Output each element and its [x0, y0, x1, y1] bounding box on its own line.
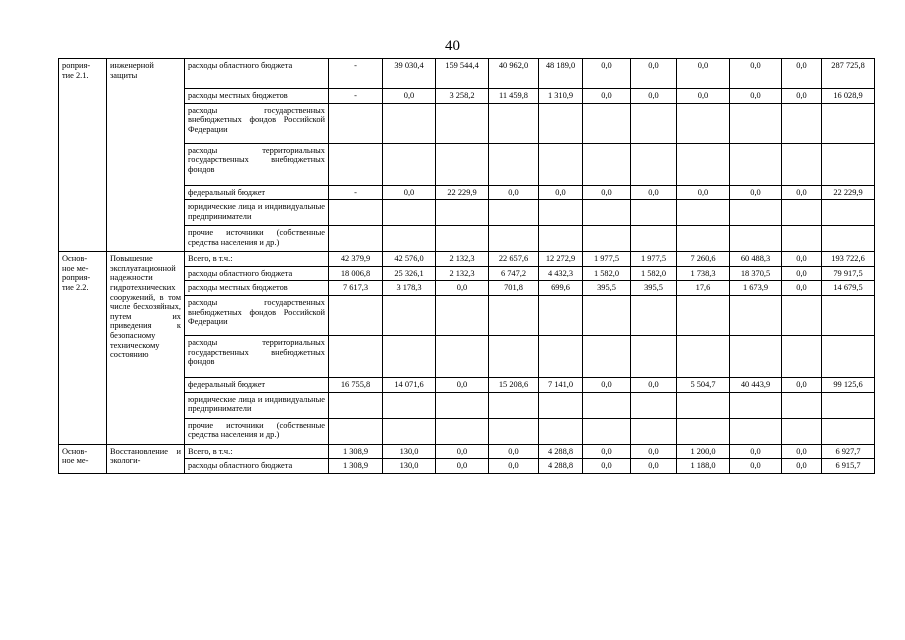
- value-cell: [677, 226, 730, 252]
- value-cell: [822, 295, 875, 335]
- value-cell: 0,0: [730, 185, 782, 200]
- page-number: 40: [445, 38, 460, 54]
- value-cell: [631, 392, 677, 418]
- value-cell: 0,0: [782, 185, 822, 200]
- funding-source-cell: прочие источники (собственные средства населения и др.): [185, 418, 329, 444]
- value-cell: 7 141,0: [539, 377, 583, 392]
- value-cell: 0,0: [631, 185, 677, 200]
- funding-source-cell: федеральный бюджет: [185, 377, 329, 392]
- value-cell: 18 370,5: [730, 266, 782, 281]
- value-cell: 60 488,3: [730, 252, 782, 267]
- value-cell: [677, 103, 730, 143]
- value-cell: [822, 226, 875, 252]
- value-cell: [782, 335, 822, 377]
- table-row: [59, 444, 875, 459]
- value-cell: [583, 335, 631, 377]
- value-cell: [677, 295, 730, 335]
- funding-source-cell: расходы территориальных государственных внебюджетных фондов: [185, 335, 329, 377]
- value-cell: -: [329, 59, 383, 89]
- measure-code-cell: Основ- ное ме- роприя- тие 2.2.: [59, 252, 107, 444]
- value-cell: 701,8: [489, 281, 539, 296]
- value-cell: 1 308,9: [329, 444, 383, 459]
- funding-source-cell: расходы областного бюджета: [185, 459, 329, 474]
- value-cell: [782, 418, 822, 444]
- funding-source-cell: расходы территориальных государственных внебюджетных фондов: [185, 143, 329, 185]
- value-cell: [631, 200, 677, 226]
- value-cell: 22 657,6: [489, 252, 539, 267]
- value-cell: [782, 392, 822, 418]
- value-cell: 0,0: [730, 444, 782, 459]
- value-cell: 12 272,9: [539, 252, 583, 267]
- value-cell: 159 544,4: [436, 59, 489, 89]
- value-cell: [782, 103, 822, 143]
- value-cell: 3 178,3: [383, 281, 436, 296]
- value-cell: [583, 143, 631, 185]
- value-cell: [383, 200, 436, 226]
- value-cell: [539, 295, 583, 335]
- funding-source-cell: Всего, в т.ч.:: [185, 252, 329, 267]
- value-cell: 0,0: [436, 444, 489, 459]
- value-cell: 0,0: [539, 185, 583, 200]
- value-cell: 130,0: [383, 459, 436, 474]
- value-cell: 42 576,0: [383, 252, 436, 267]
- measure-code-cell: роприя- тие 2.1.: [59, 59, 107, 252]
- value-cell: [489, 295, 539, 335]
- value-cell: 1 188,0: [677, 459, 730, 474]
- value-cell: [539, 418, 583, 444]
- value-cell: [539, 226, 583, 252]
- value-cell: 22 229,9: [436, 185, 489, 200]
- value-cell: 2 132,3: [436, 252, 489, 267]
- value-cell: 0,0: [730, 59, 782, 89]
- value-cell: [583, 103, 631, 143]
- value-cell: 18 006,8: [329, 266, 383, 281]
- value-cell: [436, 392, 489, 418]
- table-row: [59, 59, 875, 89]
- value-cell: [329, 103, 383, 143]
- value-cell: 0,0: [677, 185, 730, 200]
- value-cell: 1 310,9: [539, 89, 583, 104]
- value-cell: 79 917,5: [822, 266, 875, 281]
- value-cell: 1 673,9: [730, 281, 782, 296]
- funding-source-cell: расходы местных бюджетов: [185, 89, 329, 104]
- value-cell: [539, 143, 583, 185]
- funding-source-cell: юридические лица и индивидуальные предприниматели: [185, 200, 329, 226]
- value-cell: [436, 295, 489, 335]
- value-cell: 6 927,7: [822, 444, 875, 459]
- value-cell: [730, 335, 782, 377]
- value-cell: [730, 226, 782, 252]
- value-cell: [782, 200, 822, 226]
- value-cell: 39 030,4: [383, 59, 436, 89]
- value-cell: [583, 295, 631, 335]
- value-cell: 0,0: [631, 377, 677, 392]
- value-cell: [436, 200, 489, 226]
- value-cell: -: [329, 185, 383, 200]
- value-cell: 395,5: [631, 281, 677, 296]
- value-cell: [436, 335, 489, 377]
- value-cell: [383, 418, 436, 444]
- value-cell: 0,0: [782, 281, 822, 296]
- value-cell: [782, 295, 822, 335]
- value-cell: [329, 200, 383, 226]
- value-cell: [730, 295, 782, 335]
- value-cell: [677, 143, 730, 185]
- value-cell: 7 260,6: [677, 252, 730, 267]
- value-cell: 0,0: [489, 444, 539, 459]
- value-cell: [329, 392, 383, 418]
- funding-source-cell: расходы областного бюджета: [185, 59, 329, 89]
- value-cell: [822, 392, 875, 418]
- value-cell: 16 028,9: [822, 89, 875, 104]
- value-cell: 4 288,8: [539, 444, 583, 459]
- value-cell: [329, 335, 383, 377]
- funding-source-cell: расходы государственных внебюджетных фондов Российской Федерации: [185, 103, 329, 143]
- value-cell: 17,6: [677, 281, 730, 296]
- measure-code-cell: Основ- ное ме-: [59, 444, 107, 473]
- value-cell: 2 132,3: [436, 266, 489, 281]
- measure-name-cell: Восстановление и экологи-: [107, 444, 185, 473]
- value-cell: [489, 103, 539, 143]
- value-cell: 48 189,0: [539, 59, 583, 89]
- value-cell: 0,0: [436, 281, 489, 296]
- value-cell: [822, 200, 875, 226]
- value-cell: 0,0: [782, 89, 822, 104]
- value-cell: [329, 143, 383, 185]
- value-cell: [539, 200, 583, 226]
- value-cell: [329, 295, 383, 335]
- value-cell: [730, 103, 782, 143]
- value-cell: [730, 418, 782, 444]
- value-cell: 1 200,0: [677, 444, 730, 459]
- value-cell: [383, 335, 436, 377]
- value-cell: -: [329, 89, 383, 104]
- value-cell: [539, 392, 583, 418]
- value-cell: [782, 226, 822, 252]
- value-cell: 0,0: [782, 252, 822, 267]
- funding-source-cell: Всего, в т.ч.:: [185, 444, 329, 459]
- value-cell: 395,5: [583, 281, 631, 296]
- value-cell: [383, 295, 436, 335]
- funding-source-cell: юридические лица и индивидуальные предприниматели: [185, 392, 329, 418]
- value-cell: 0,0: [782, 59, 822, 89]
- value-cell: 0,0: [631, 444, 677, 459]
- funding-source-cell: расходы государственных внебюджетных фондов Российской Федерации: [185, 295, 329, 335]
- value-cell: 4 288,8: [539, 459, 583, 474]
- value-cell: [822, 103, 875, 143]
- value-cell: 1 977,5: [583, 252, 631, 267]
- value-cell: [822, 335, 875, 377]
- value-cell: 5 504,7: [677, 377, 730, 392]
- value-cell: [436, 103, 489, 143]
- value-cell: 25 326,1: [383, 266, 436, 281]
- value-cell: [383, 392, 436, 418]
- value-cell: [822, 418, 875, 444]
- value-cell: 15 208,6: [489, 377, 539, 392]
- value-cell: 130,0: [383, 444, 436, 459]
- funding-source-cell: расходы местных бюджетов: [185, 281, 329, 296]
- value-cell: [489, 392, 539, 418]
- funding-source-cell: федеральный бюджет: [185, 185, 329, 200]
- value-cell: [489, 335, 539, 377]
- value-cell: 1 738,3: [677, 266, 730, 281]
- value-cell: 287 725,8: [822, 59, 875, 89]
- measure-name-cell: инженерной защиты: [107, 59, 185, 252]
- value-cell: 0,0: [489, 185, 539, 200]
- value-cell: 0,0: [583, 444, 631, 459]
- value-cell: 99 125,6: [822, 377, 875, 392]
- value-cell: [489, 143, 539, 185]
- value-cell: 0,0: [436, 377, 489, 392]
- value-cell: 1 582,0: [583, 266, 631, 281]
- value-cell: 0,0: [631, 59, 677, 89]
- value-cell: 0,0: [383, 89, 436, 104]
- value-cell: [329, 418, 383, 444]
- value-cell: 0,0: [383, 185, 436, 200]
- value-cell: [436, 226, 489, 252]
- value-cell: 0,0: [782, 266, 822, 281]
- value-cell: 14 071,6: [383, 377, 436, 392]
- value-cell: 16 755,8: [329, 377, 383, 392]
- value-cell: [436, 143, 489, 185]
- funding-source-cell: расходы областного бюджета: [185, 266, 329, 281]
- value-cell: 11 459,8: [489, 89, 539, 104]
- value-cell: 6 915,7: [822, 459, 875, 474]
- value-cell: 0,0: [631, 89, 677, 104]
- value-cell: 0,0: [782, 377, 822, 392]
- value-cell: 1 582,0: [631, 266, 677, 281]
- value-cell: [677, 418, 730, 444]
- budget-body: [59, 59, 875, 474]
- value-cell: [631, 226, 677, 252]
- value-cell: 0,0: [730, 89, 782, 104]
- value-cell: 0,0: [489, 459, 539, 474]
- value-cell: [539, 103, 583, 143]
- value-cell: [677, 392, 730, 418]
- value-cell: [822, 143, 875, 185]
- value-cell: 0,0: [583, 59, 631, 89]
- value-cell: 0,0: [583, 459, 631, 474]
- value-cell: 0,0: [436, 459, 489, 474]
- value-cell: [631, 418, 677, 444]
- value-cell: [631, 143, 677, 185]
- value-cell: 42 379,9: [329, 252, 383, 267]
- value-cell: [583, 392, 631, 418]
- value-cell: [631, 103, 677, 143]
- value-cell: 6 747,2: [489, 266, 539, 281]
- table-row: [59, 252, 875, 267]
- value-cell: 0,0: [730, 459, 782, 474]
- value-cell: [329, 226, 383, 252]
- value-cell: 1 977,5: [631, 252, 677, 267]
- value-cell: [489, 200, 539, 226]
- value-cell: 0,0: [782, 444, 822, 459]
- value-cell: 0,0: [583, 377, 631, 392]
- value-cell: [489, 418, 539, 444]
- value-cell: 3 258,2: [436, 89, 489, 104]
- value-cell: 1 308,9: [329, 459, 383, 474]
- value-cell: [436, 418, 489, 444]
- value-cell: [631, 335, 677, 377]
- value-cell: 40 962,0: [489, 59, 539, 89]
- funding-source-cell: прочие источники (собственные средства населения и др.): [185, 226, 329, 252]
- value-cell: 0,0: [583, 89, 631, 104]
- value-cell: [383, 103, 436, 143]
- measure-name-cell: Повышение эксплуатационной надежности гидротехнических сооружений, в том числе бесхозяйных, путем их приведения к безопасному техническому состоянию: [107, 252, 185, 444]
- value-cell: [583, 418, 631, 444]
- value-cell: 193 722,6: [822, 252, 875, 267]
- value-cell: [677, 200, 730, 226]
- value-cell: [539, 335, 583, 377]
- value-cell: 0,0: [583, 185, 631, 200]
- value-cell: 22 229,9: [822, 185, 875, 200]
- value-cell: 0,0: [677, 59, 730, 89]
- value-cell: 40 443,9: [730, 377, 782, 392]
- value-cell: [730, 200, 782, 226]
- budget-table: [58, 58, 875, 474]
- value-cell: [583, 200, 631, 226]
- value-cell: [583, 226, 631, 252]
- value-cell: [631, 295, 677, 335]
- value-cell: [383, 226, 436, 252]
- value-cell: 7 617,3: [329, 281, 383, 296]
- value-cell: 0,0: [677, 89, 730, 104]
- value-cell: 699,6: [539, 281, 583, 296]
- value-cell: [677, 335, 730, 377]
- value-cell: [782, 143, 822, 185]
- value-cell: 0,0: [782, 459, 822, 474]
- value-cell: 0,0: [631, 459, 677, 474]
- value-cell: [730, 392, 782, 418]
- value-cell: 14 679,5: [822, 281, 875, 296]
- value-cell: [730, 143, 782, 185]
- value-cell: [489, 226, 539, 252]
- value-cell: 4 432,3: [539, 266, 583, 281]
- value-cell: [383, 143, 436, 185]
